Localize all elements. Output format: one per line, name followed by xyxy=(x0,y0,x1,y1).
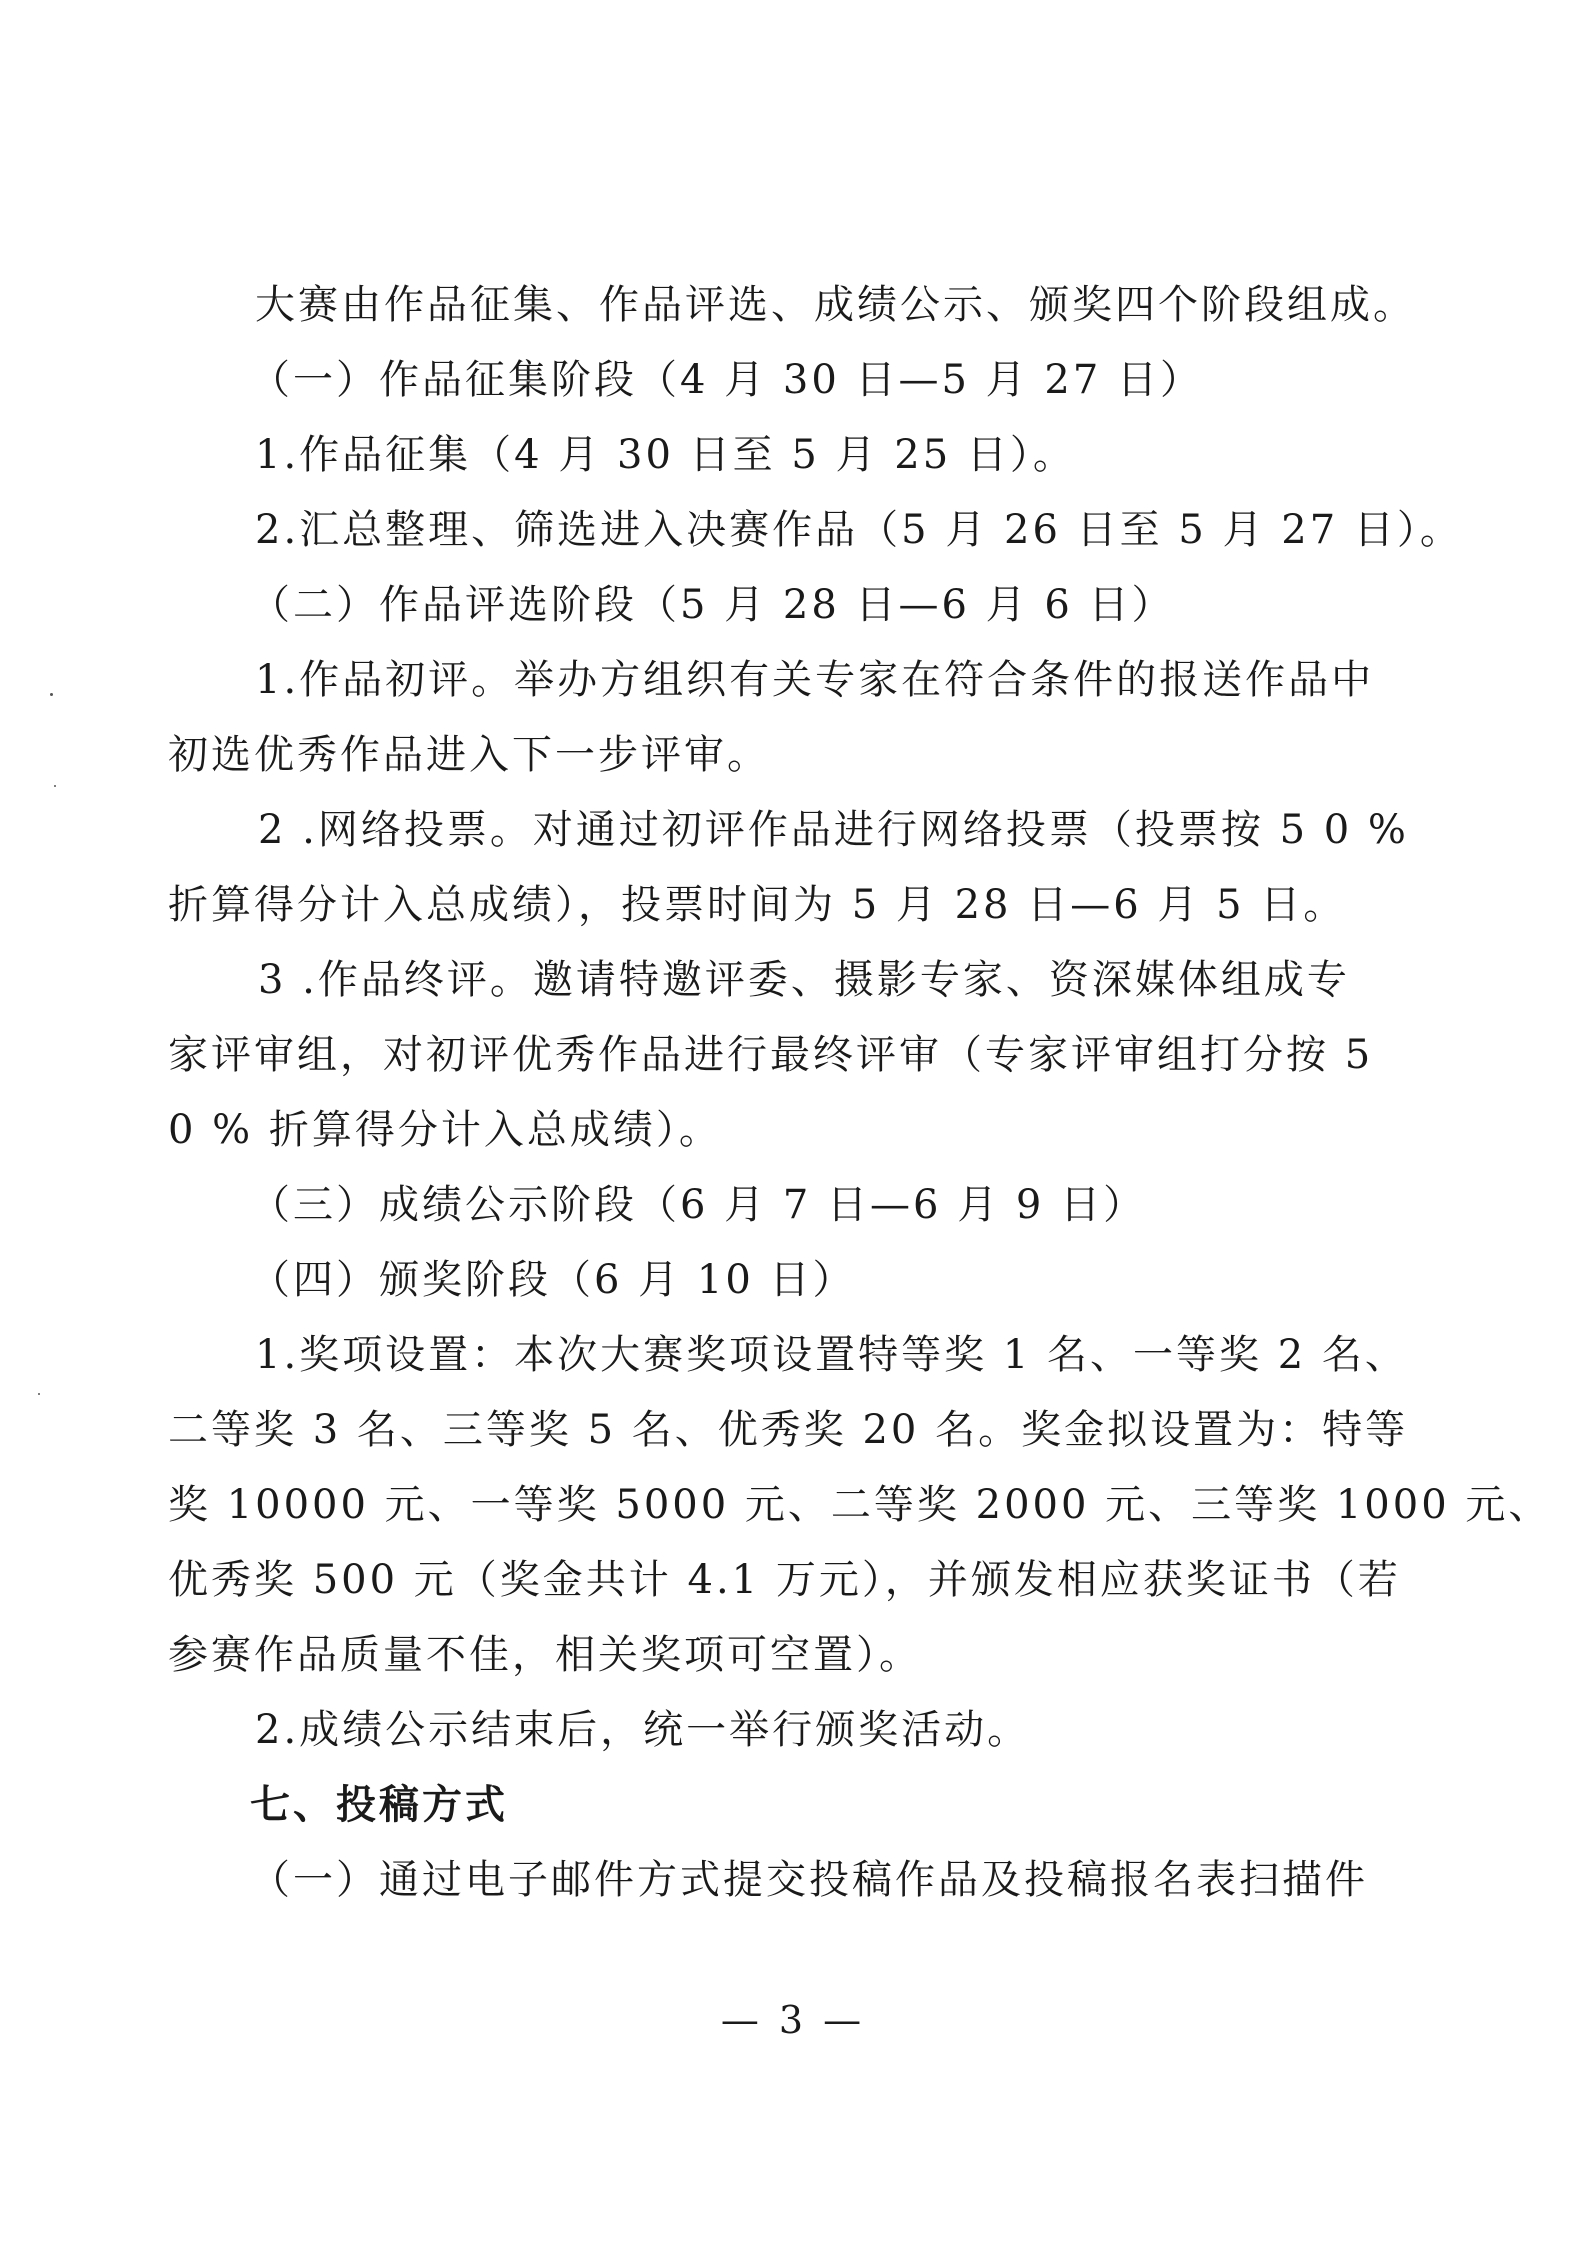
paragraph-line: 二等奖 3 名、三等奖 5 名、优秀奖 20 名。奖金拟设置为：特等 xyxy=(168,1407,1409,1453)
paragraph-line: 参赛作品质量不佳，相关奖项可空置）。 xyxy=(168,1632,922,1678)
paragraph-line: （二）作品评选阶段（5 月 28 日—6 月 6 日） xyxy=(250,582,1175,628)
paragraph-line: 2.成绩公示结束后，统一举行颁奖活动。 xyxy=(255,1707,1031,1753)
paragraph-line: 0 % 折算得分计入总成绩）。 xyxy=(168,1107,722,1153)
paragraph-line: 优秀奖 500 元（奖金共计 4.1 万元），并颁发相应获奖证书（若 xyxy=(168,1557,1401,1603)
paragraph-line: 1.作品初评。举办方组织有关专家在符合条件的报送作品中 xyxy=(255,657,1375,703)
scan-speck xyxy=(54,785,56,787)
page-number: — 3 — xyxy=(720,1998,866,2042)
paragraph-line: 初选优秀作品进入下一步评审。 xyxy=(168,732,770,778)
paragraph-line: 折算得分计入总成绩），投票时间为 5 月 28 日—6 月 5 日。 xyxy=(168,882,1347,928)
paragraph-line: （四）颁奖阶段（6 月 10 日） xyxy=(250,1257,856,1303)
paragraph-line: 奖 10000 元、一等奖 5000 元、二等奖 2000 元、三等奖 1000 元、 xyxy=(168,1482,1552,1528)
section-heading: 七、投稿方式 xyxy=(250,1782,508,1828)
paragraph-line: 3 .作品终评。邀请特邀评委、摄影专家、资深媒体组成专 xyxy=(258,957,1350,1003)
paragraph-line: 1.奖项设置：本次大赛奖项设置特等奖 1 名、一等奖 2 名、 xyxy=(255,1332,1408,1378)
paragraph-line: （一）作品征集阶段（4 月 30 日—5 月 27 日） xyxy=(250,357,1203,403)
paragraph-line: 2.汇总整理、筛选进入决赛作品（5 月 26 日至 5 月 27 日）。 xyxy=(255,507,1463,553)
scan-speck xyxy=(50,693,53,696)
paragraph-line: 大赛由作品征集、作品评选、成绩公示、颁奖四个阶段组成。 xyxy=(255,282,1416,328)
paragraph-line: 家评审组，对初评优秀作品进行最终评审（专家评审组打分按 5 xyxy=(168,1032,1374,1078)
paragraph-line: （一）通过电子邮件方式提交投稿作品及投稿报名表扫描件 xyxy=(250,1857,1368,1903)
scan-speck xyxy=(38,1393,40,1395)
paragraph-line: 1.作品征集（4 月 30 日至 5 月 25 日）。 xyxy=(255,432,1076,478)
paragraph-line: 2 .网络投票。对通过初评作品进行网络投票（投票按 5 0 % xyxy=(258,807,1409,853)
paragraph-line: （三）成绩公示阶段（6 月 7 日—6 月 9 日） xyxy=(250,1182,1147,1228)
